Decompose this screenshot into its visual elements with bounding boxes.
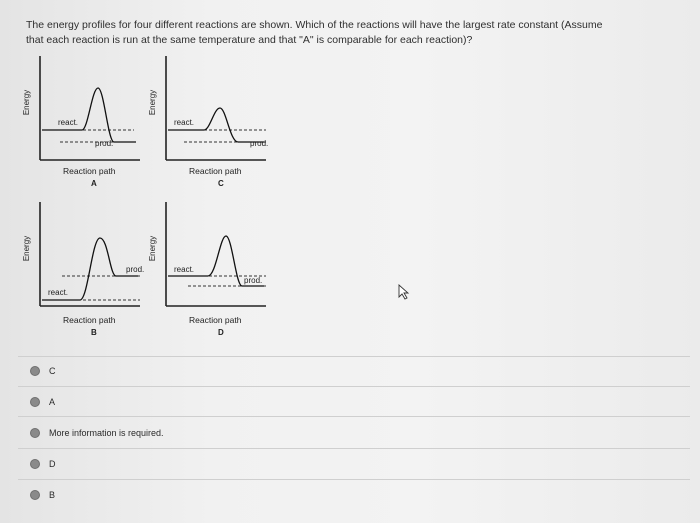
y-axis-label: Energy: [22, 235, 32, 262]
question-line-2: that each reaction is run at the same temperature and that "A" is comparable for each reaction)?: [26, 34, 473, 46]
answer-option-b[interactable]: [30, 488, 55, 502]
answer-option-label: B: [49, 490, 56, 500]
reactant-label: react.: [48, 288, 69, 297]
answer-option-more-info[interactable]: [30, 426, 164, 440]
mouse-pointer-icon: [398, 284, 410, 300]
x-axis-label: Reaction path: [63, 166, 116, 176]
radio-button-icon[interactable]: [30, 428, 40, 438]
answer-option-d[interactable]: [30, 457, 56, 471]
radio-button-icon[interactable]: [30, 397, 40, 407]
reactant-label: react.: [174, 118, 195, 127]
product-label: prod.: [250, 139, 269, 148]
answer-option-label: A: [49, 397, 56, 407]
radio-button-icon[interactable]: [30, 490, 40, 500]
y-axis-label: Energy: [148, 235, 158, 262]
answer-divider: [18, 356, 690, 357]
diagram-letter: D: [218, 328, 224, 337]
diagram-letter: C: [218, 179, 224, 188]
answer-option-label: C: [49, 366, 56, 376]
energy-diagram-c: [148, 52, 283, 192]
x-axis-label: Reaction path: [63, 315, 116, 325]
x-axis-label: Reaction path: [189, 315, 242, 325]
radio-button-icon[interactable]: [30, 459, 40, 469]
answer-divider: [18, 386, 690, 387]
answer-option-c[interactable]: [30, 364, 56, 378]
product-label: prod.: [244, 276, 263, 285]
answer-option-label: More information is required.: [49, 428, 164, 438]
x-axis-label: Reaction path: [189, 166, 242, 176]
answer-divider: [18, 448, 690, 449]
energy-diagram-b: [22, 198, 157, 338]
y-axis-label: Energy: [22, 89, 32, 116]
answer-divider: [18, 479, 690, 480]
y-axis-label: Energy: [148, 89, 158, 116]
reactant-label: react.: [58, 118, 79, 127]
product-label: prod.: [126, 265, 145, 274]
product-label: prod.: [95, 139, 114, 148]
diagram-letter: B: [91, 328, 97, 337]
answer-option-a[interactable]: [30, 395, 55, 409]
energy-diagram-d: [148, 198, 283, 338]
answer-divider: [18, 416, 690, 417]
answer-option-label: D: [49, 459, 56, 469]
energy-diagram-a: [22, 52, 157, 192]
radio-button-icon[interactable]: [30, 366, 40, 376]
diagram-letter: A: [91, 179, 97, 188]
reactant-label: react.: [174, 265, 195, 274]
question-line-1: The energy profiles for four different reactions are shown. Which of the reactions will have the largest rate constant (Assume: [26, 19, 603, 31]
question-text: [26, 18, 686, 48]
